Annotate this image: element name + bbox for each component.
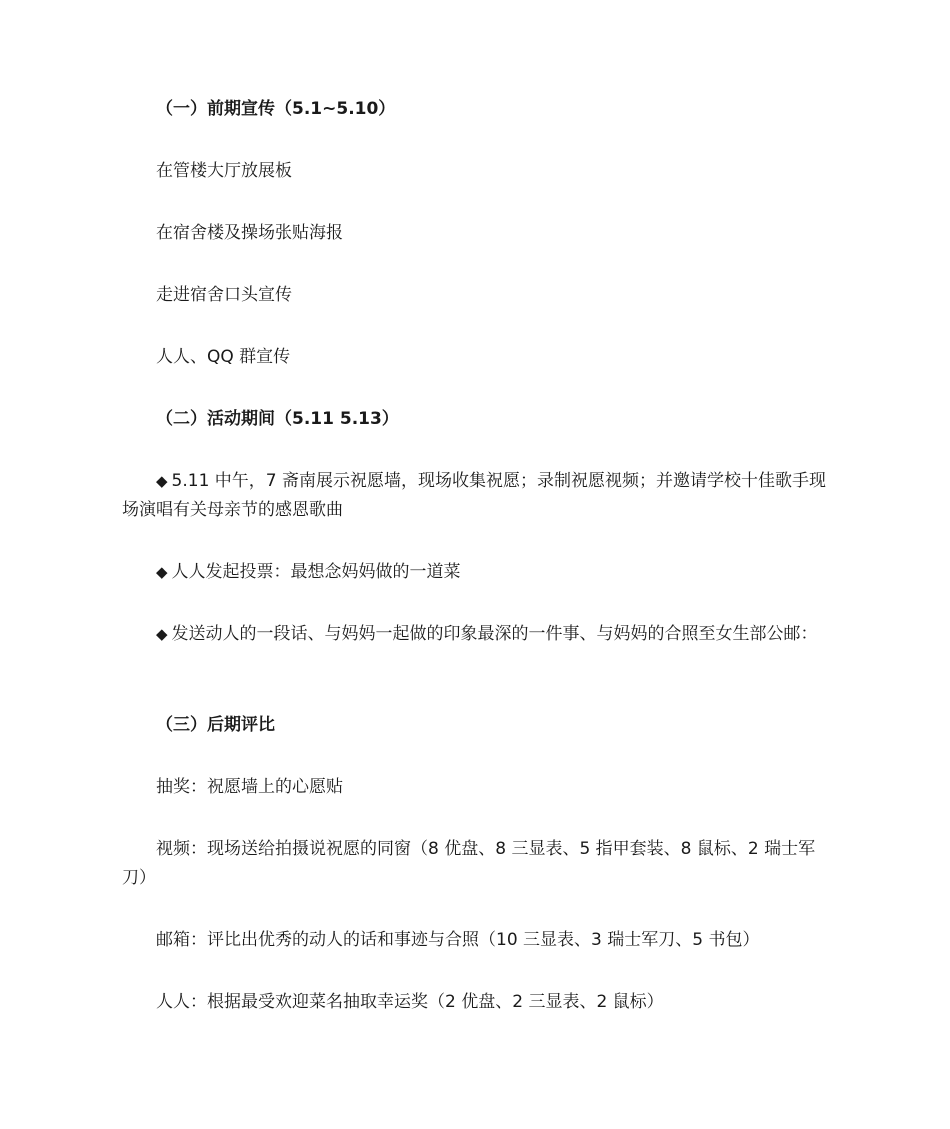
list-item: 人人：根据最受欢迎菜名抽取幸运奖（2 优盘、2 三显表、2 鼠标）: [156, 992, 664, 1012]
diamond-bullet-icon: ◆: [156, 625, 168, 643]
section-heading-pre: （一）前期宣传（5.1~5.10）: [156, 99, 396, 119]
diamond-bullet-icon: ◆: [156, 563, 168, 581]
list-item: 在管楼大厅放展板: [156, 161, 292, 181]
bullet-item: [122, 558, 834, 587]
bullet-text: 5.11 中午，7 斋南展示祝愿墙，现场收集祝愿；录制祝愿视频；并邀请学校十佳歌手现场演唱有关母亲节的感恩歌曲: [122, 471, 827, 520]
diamond-bullet-icon: ◆: [156, 472, 168, 490]
list-item: 在宿舍楼及操场张贴海报: [156, 223, 343, 243]
bullet-text: 发送动人的一段话、与妈妈一起做的印象最深的一件事、与妈妈的合照至女生部公邮：: [171, 624, 818, 644]
list-item: 抽奖：祝愿墙上的心愿贴: [156, 777, 343, 797]
list-item: 人人、QQ 群宣传: [156, 347, 291, 367]
section-heading-post: （三）后期评比: [156, 715, 275, 735]
bullet-text: 人人发起投票：最想念妈妈做的一道菜: [171, 562, 461, 582]
list-item: 视频：现场送给拍摄说祝愿的同窗（8 优盘、8 三显表、5 指甲套装、8 鼠标、2 瑞士军刀）: [122, 839, 816, 888]
section-heading-during: （二）活动期间（5.11 5.13）: [156, 409, 399, 429]
list-item: 走进宿舍口头宣传: [156, 285, 292, 305]
bullet-item: [122, 620, 834, 649]
bullet-item: [122, 467, 834, 525]
list-item: 邮箱：评比出优秀的动人的话和事迹与合照（10 三显表、3 瑞士军刀、5 书包）: [156, 930, 760, 950]
